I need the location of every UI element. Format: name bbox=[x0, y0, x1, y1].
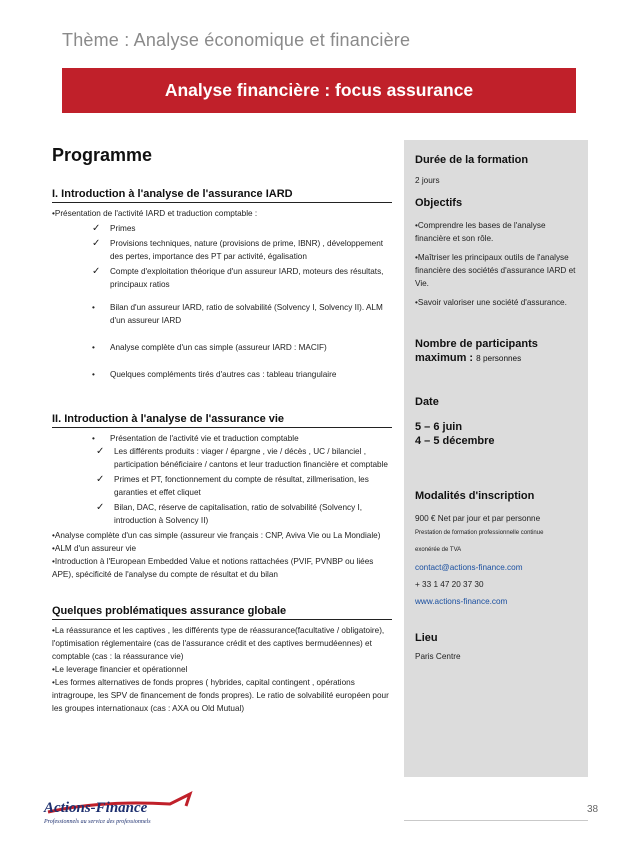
bullet-icon: • bbox=[92, 343, 95, 352]
check-icon: ✓ bbox=[96, 502, 105, 513]
list-item bbox=[92, 368, 392, 381]
check-icon: ✓ bbox=[92, 238, 101, 249]
section-vie-bullet: •ALM d'un assureur vie bbox=[52, 544, 137, 553]
info-sidebar bbox=[404, 140, 588, 777]
objectives-heading: Objectifs bbox=[415, 197, 463, 209]
course-banner: Analyse financière : focus assurance bbox=[62, 68, 576, 113]
participants-value: 8 personnes bbox=[476, 354, 522, 363]
list-item-text: Quelques compléments tirés d'autres cas : tableau triangulaire bbox=[110, 370, 337, 379]
phone-number: + 33 1 47 20 37 30 bbox=[415, 580, 484, 589]
bullet-icon: • bbox=[92, 434, 95, 443]
svg-text:Actions-Finance: Actions-Finance bbox=[44, 800, 148, 816]
objective-item: •Comprendre les bases de l'analyse financière et son rôle. bbox=[415, 221, 546, 243]
list-item-text: Bilan, DAC, réserve de capitalisation, ratio de solvabilité (Solvency I, introduction à Solvency II) bbox=[114, 503, 363, 525]
list-item bbox=[92, 341, 392, 354]
list-item bbox=[92, 265, 392, 291]
section-iard-title: I. Introduction à l'analyse de l'assurance IARD bbox=[52, 188, 392, 203]
objective-item: •Maîtriser les principaux outils de l'analyse financière des sociétés d'assurance IARD et Vie. bbox=[415, 253, 576, 288]
list-item-text: Provisions techniques, nature (provisions de prime, IBNR) , développement des pertes, importance des PT par activité, égalisation bbox=[110, 239, 384, 261]
objective-item: •Savoir valoriser une société d'assurance. bbox=[415, 298, 567, 307]
participants-heading: Nombre de participants maximum : bbox=[415, 338, 538, 364]
programme-column bbox=[52, 145, 392, 715]
list-item-text: Analyse complète d'un cas simple (assureur IARD : MACIF) bbox=[110, 343, 327, 352]
registration-heading: Modalités d'inscription bbox=[415, 490, 535, 502]
list-item bbox=[96, 501, 392, 527]
duration-value: 2 jours bbox=[415, 176, 440, 185]
list-item bbox=[92, 301, 392, 327]
vat-note: Prestation de formation professionnelle continue bbox=[415, 530, 544, 536]
page-number: 38 bbox=[587, 804, 599, 815]
list-item bbox=[92, 237, 392, 263]
check-icon: ✓ bbox=[92, 266, 101, 277]
svg-text:Professionnels au service des: Professionnels au service des professionnels bbox=[44, 819, 151, 825]
list-item bbox=[96, 445, 392, 471]
list-item bbox=[96, 473, 392, 499]
list-item-text: Primes et PT, fonctionnement du compte de résultat, zillmerisation, les garanties et effet cliquet bbox=[114, 475, 369, 497]
section-vie-bullet: •Analyse complète d'un cas simple (assureur vie français : CNP, Aviva Vie ou La Mondiale) bbox=[52, 531, 381, 540]
check-icon: ✓ bbox=[96, 446, 105, 457]
section-vie-bullet: •Introduction à l'European Embedded Value et notions rattachées (PVIF, PVNBP ou liées APE), spécificité de l'analyse du compte de résultat et du bilan bbox=[52, 557, 374, 579]
section-global-title: Quelques problématiques assurance globale bbox=[52, 605, 392, 620]
participants-block bbox=[415, 337, 578, 366]
date-heading: Date bbox=[415, 396, 439, 408]
location-heading: Lieu bbox=[415, 632, 438, 644]
list-item bbox=[92, 222, 392, 235]
vat-note: exonérée de TVA bbox=[415, 547, 462, 553]
duration-heading: Durée de la formation bbox=[415, 154, 529, 166]
section-global-bullet: •Les formes alternatives de fonds propres ( hybrides, capital contingent , opérations intragroupe, les SPV de financement de fonds propres). Le ratio de solvabilité européen pour les groupes internationaux (cas : AXA ou Old Mutual) bbox=[52, 678, 389, 713]
list-item bbox=[92, 432, 392, 445]
list-item-text: Présentation de l'activité vie et traduction comptable bbox=[110, 434, 299, 443]
website-link[interactable]: www.actions-finance.com bbox=[415, 597, 508, 606]
list-item-text: Les différents produits : viager / épargne , vie / décès , UC / bilanciel , participation bénéficiaire / cantons et leur traduction financière et comptable bbox=[114, 447, 388, 469]
bullet-icon: • bbox=[92, 370, 95, 379]
price-text: 900 € Net par jour et par personne bbox=[415, 514, 541, 523]
section-iard-intro: •Présentation de l'activité IARD et traduction comptable : bbox=[52, 209, 258, 218]
list-item-text: Primes bbox=[110, 224, 136, 233]
contact-email-link[interactable]: contact@actions-finance.com bbox=[415, 563, 523, 572]
location-value: Paris Centre bbox=[415, 652, 461, 661]
date-value: 5 – 6 juin bbox=[415, 421, 463, 433]
check-icon: ✓ bbox=[96, 474, 105, 485]
footer-divider bbox=[404, 820, 588, 821]
theme-title: Thème : Analyse économique et financière bbox=[62, 30, 411, 50]
programme-title: Programme bbox=[52, 145, 153, 165]
list-item-text: Compte d'exploitation théorique d'un assureur IARD, moteurs des résultats, principaux ratios bbox=[110, 267, 384, 289]
bullet-icon: • bbox=[92, 303, 95, 312]
check-icon: ✓ bbox=[92, 223, 101, 234]
list-item-text: Bilan d'un assureur IARD, ratio de solvabilité (Solvency I, Solvency II). ALM d'un assureur IARD bbox=[110, 303, 383, 325]
section-global-bullet: •Le leverage financier et opérationnel bbox=[52, 665, 188, 674]
date-value: 4 – 5 décembre bbox=[415, 435, 495, 447]
section-vie-title: II. Introduction à l'analyse de l'assurance vie bbox=[52, 413, 392, 428]
section-global-bullet: •La réassurance et les captives , les différents type de réassurance(facultative / obligatoire), l'optimisation réglementaire (cas de l'assurance crédit et des captives bermudéennes) et comptable (cas : la réassurance vie) bbox=[52, 626, 385, 661]
actions-finance-logo bbox=[40, 790, 200, 830]
